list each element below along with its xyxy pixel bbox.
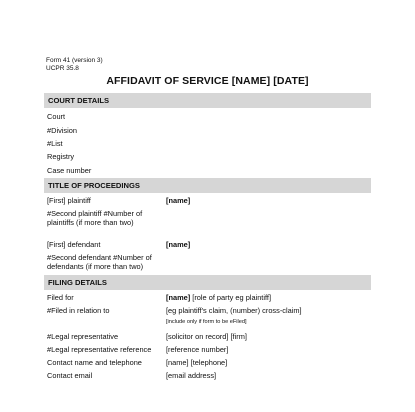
field-label-contact-email: Contact email [47,371,93,380]
field-label-legal-representative-reference: #Legal representative reference [47,345,152,354]
field-label-first-defendant: [First] defendant [47,240,101,249]
field-label-registry: Registry [47,152,75,161]
field-label-division: #Division [47,126,77,135]
field-label-first-plaintiff: [First] plaintiff [47,196,91,205]
field-value-first-plaintiff: [name] [166,196,191,205]
efile-note: [include only if form to be eFiled] [166,319,247,325]
field-label-filed-in-relation-to: #Filed in relation to [47,306,110,315]
rule-reference: UCPR 35.8 [46,65,79,72]
document-title: AFFIDAVIT OF SERVICE [NAME] [DATE] [106,75,309,87]
form-number: Form 41 (version 3) [46,57,103,64]
field-label-case-number: Case number [47,166,92,175]
field-value-contact-name: [name] [telephone] [166,358,228,367]
field-value-contact-email: [email address] [166,371,217,380]
field-label-second-defendant: #Second defendant #Number of defendants (if more than two) [47,253,152,271]
section-heading-court-details: COURT DETAILS [44,93,371,108]
field-value-filed-in-relation-to: [eg plaintiff's claim, (number) cross-claim] [166,306,302,315]
field-label-court: Court [47,112,66,121]
field-value-legal-representative-reference: [reference number] [166,345,229,354]
field-value-legal-representative: [solicitor on record] [firm] [166,332,247,341]
section-heading-title-of-proceedings: TITLE OF PROCEEDINGS [44,178,371,193]
field-label-contact-name: Contact name and telephone [47,358,142,367]
field-label-second-plaintiff: #Second plaintiff #Number of plaintiffs (if more than two) [47,209,143,227]
field-label-list: #List [47,139,63,148]
field-value-filed-for: [name] [role of party eg plaintiff] [166,293,272,302]
field-label-legal-representative: #Legal representative [47,332,119,341]
field-label-filed-for: Filed for [47,293,74,302]
section-heading-filing-details: FILING DETAILS [44,275,371,290]
field-value-first-defendant: [name] [166,240,191,249]
